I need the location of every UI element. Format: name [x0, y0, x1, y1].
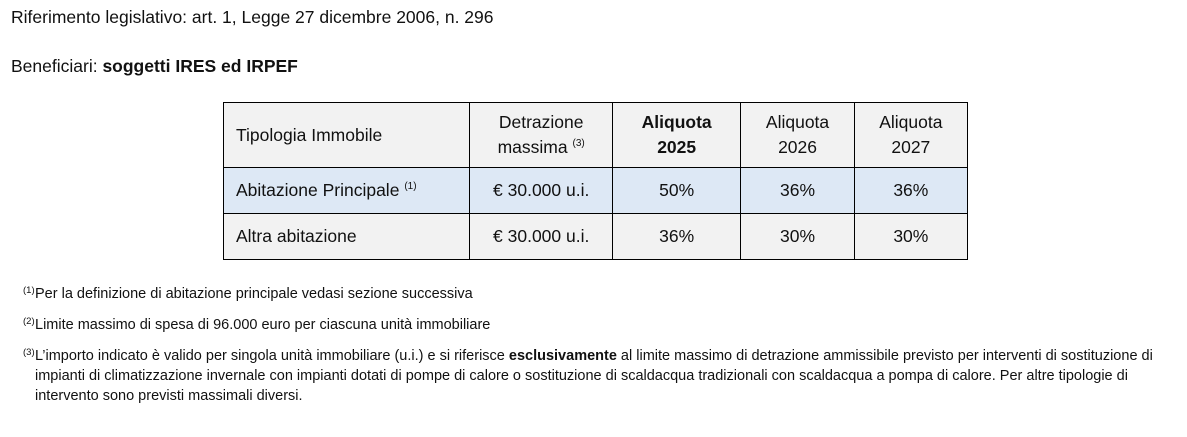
cell-max-deduction: € 30.000 u.i. [470, 214, 612, 260]
footnote-1-text: Per la definizione di abitazione principale vedasi sezione successiva [35, 286, 473, 302]
cell-property-type [224, 168, 470, 214]
footnote-3-text-after: al limite massimo di detrazione ammissibile previsto per interventi di sostituzione di impianti di climatizzazione invernale con impianti dotati di pompe di calore o sostituzione di scaldacqua tradizionali con scaldacqua a pompa di calore. Per altre tipologie di intervento sono previsti massimali diversi. [35, 348, 1153, 404]
header-rate-2027 [854, 103, 967, 168]
cell-rate-2025: 50% [612, 168, 740, 214]
header-max-deduction-note: (3) [572, 138, 585, 149]
beneficiaries-label: Beneficiari: [11, 56, 103, 76]
cell-property-type-label: Abitazione Principale [236, 180, 400, 200]
footnote-3-text-before: L’importo indicato è valido per singola unità immobiliare (u.i.) e si riferisce [35, 348, 509, 364]
header-rate-2027-line2: 2027 [891, 137, 931, 157]
header-property-type [224, 103, 470, 168]
header-property-type-label: Tipologia Immobile [236, 124, 383, 145]
header-rate-2025-label: Aliquota 2025 [641, 112, 712, 157]
beneficiaries-line [11, 56, 298, 77]
footnote-3-text-bold: esclusivamente [508, 348, 617, 364]
cell-max-deduction: € 30.000 u.i. [470, 168, 612, 214]
table-row-main-residence [224, 168, 968, 214]
cell-rate-2026: 36% [741, 168, 854, 214]
header-max-deduction-line2: massima [497, 137, 568, 157]
cell-property-type-note: (1) [404, 181, 417, 192]
header-rate-2026 [741, 103, 854, 168]
cell-rate-2026: 30% [741, 214, 854, 260]
cell-property-type: Altra abitazione [224, 214, 470, 260]
rates-table [223, 102, 968, 260]
header-rate-2026-line1: Aliquota [765, 112, 830, 132]
header-rate-2027-line1: Aliquota [879, 112, 943, 132]
cell-rate-2025: 36% [612, 214, 740, 260]
footnotes [23, 284, 1185, 417]
footnote-2: (2) Limite massimo di spesa di 96.000 euro per ciascuna unità immobiliare [23, 316, 491, 333]
footnote-3: (3) L’importo indicato è valido per singola unità immobiliare (u.i.) e si riferisce esclusivamente al limite massimo di detrazione ammissibile previsto per interventi di sostituzione di impianti di climatizzazione invernale con impianti dotati di pompe di calore o sostituzione di scaldacqua tradizionali con scaldacqua a pompa di calore. Per altre tipologie di intervento sono previsti massimali diversi. [23, 347, 1153, 404]
footnote-1: (1) Per la definizione di abitazione principale vedasi sezione successiva [23, 285, 473, 302]
table-row-other-residence [224, 214, 968, 260]
cell-rate-2027: 30% [854, 214, 967, 260]
beneficiaries-value: soggetti IRES ed IRPEF [102, 56, 298, 76]
footnote-2-text: Limite massimo di spesa di 96.000 euro per ciascuna unità immobiliare [35, 317, 491, 333]
header-rate-2026-line2: 2026 [778, 137, 817, 157]
table-header-row [224, 103, 968, 168]
legislative-reference-text: Riferimento legislativo: art. 1, Legge 27 dicembre 2006, n. 296 [11, 7, 494, 27]
legislative-reference [11, 7, 494, 28]
header-max-deduction-line1: Detrazione [498, 112, 584, 132]
footnote-3-text [35, 348, 1153, 404]
header-max-deduction [470, 103, 612, 168]
header-rate-2025 [612, 103, 740, 168]
cell-rate-2027: 36% [854, 168, 967, 214]
